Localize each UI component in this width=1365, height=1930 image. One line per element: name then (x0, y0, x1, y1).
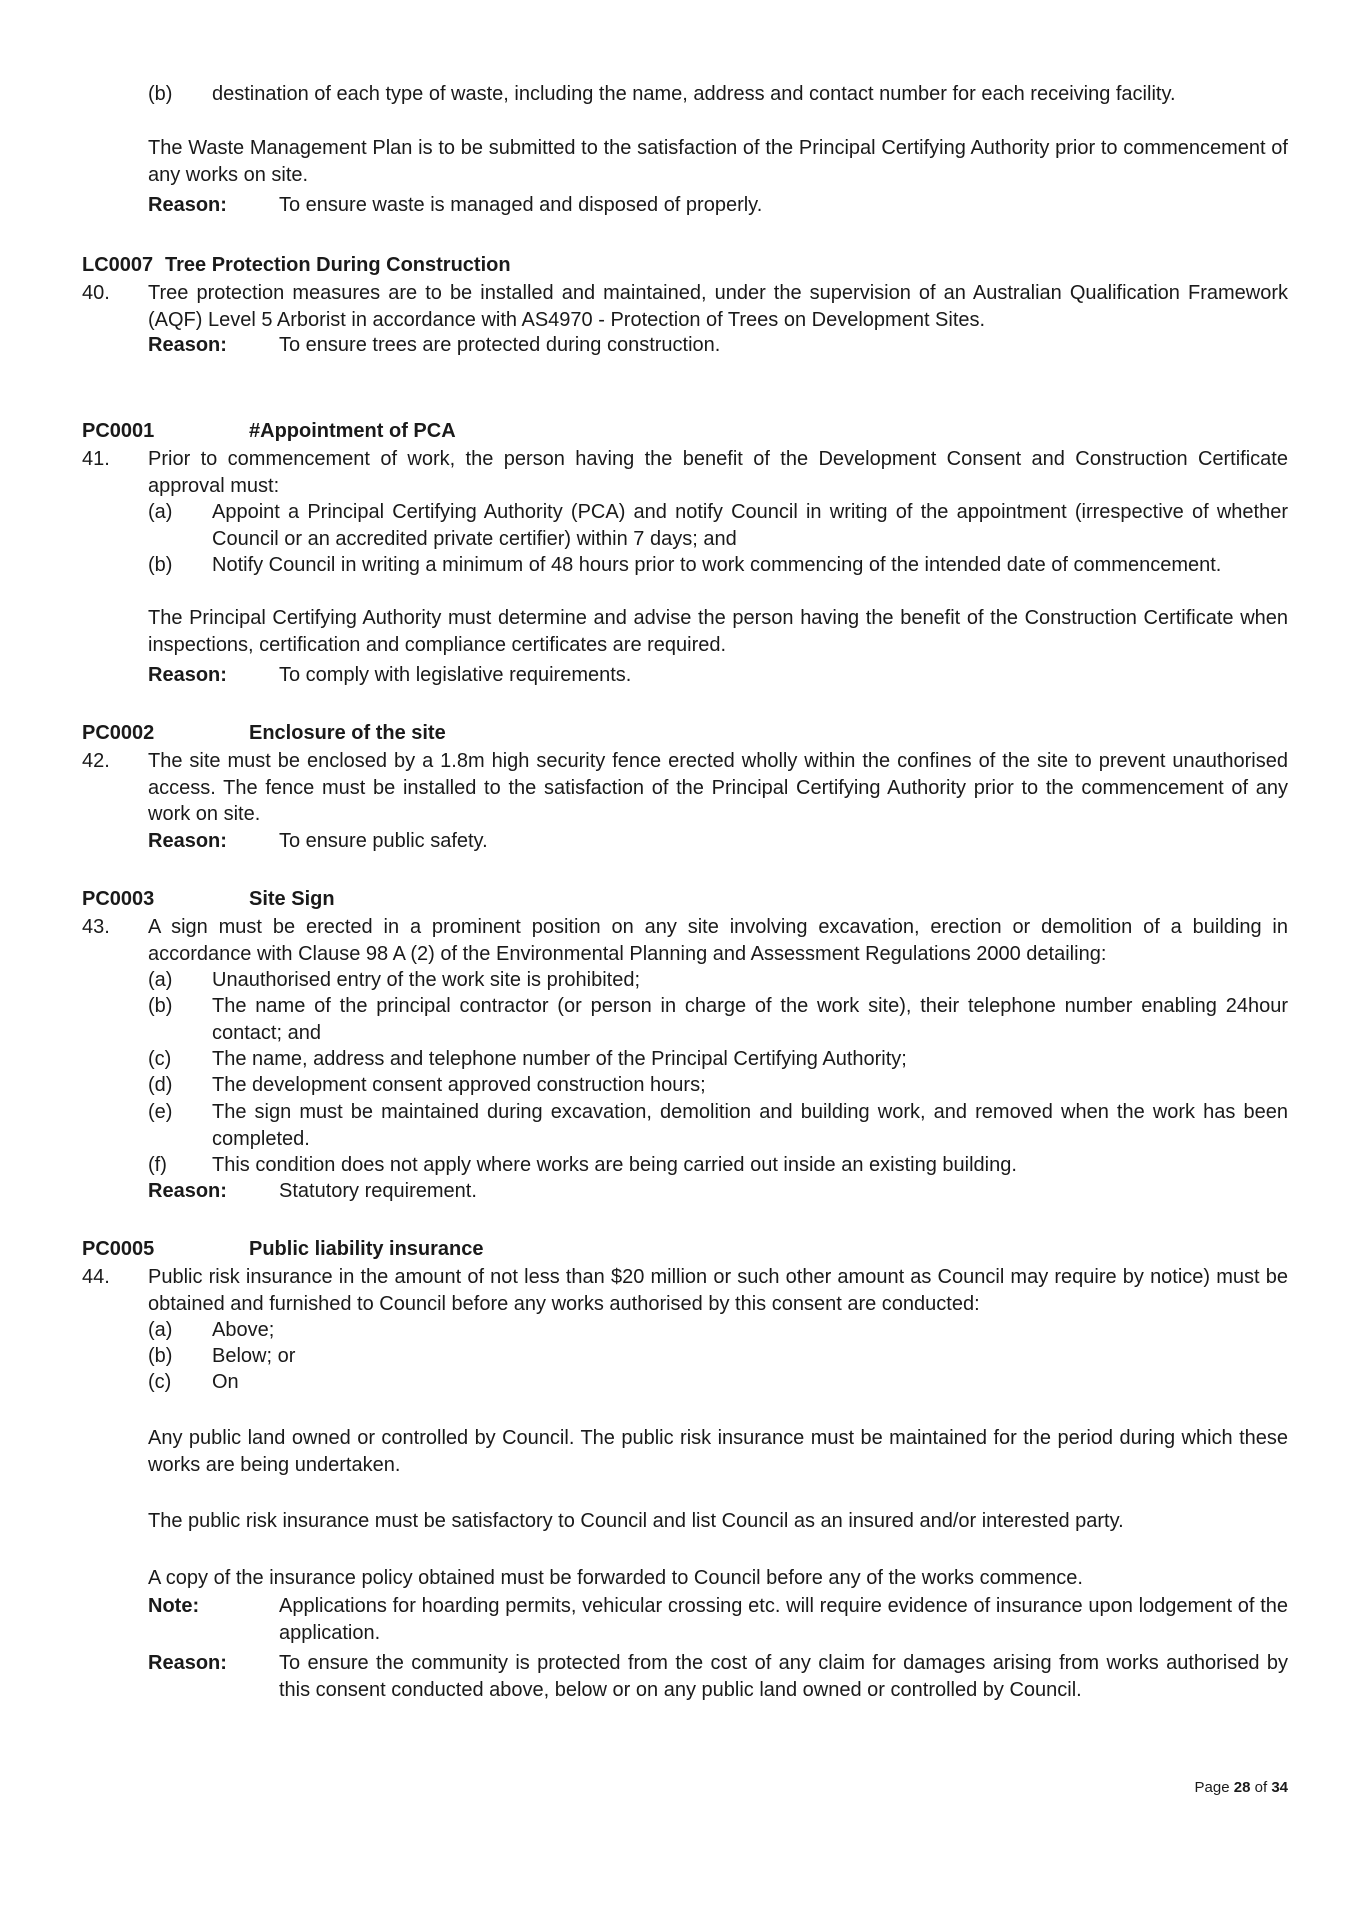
condition-code: PC0001 (82, 420, 155, 442)
note-text: Applications for hoarding permits, vehicular crossing etc. will require evidence of insurance upon lodgement of the application. (279, 1595, 1288, 1644)
condition-number: 44. (82, 1266, 110, 1288)
page-word: Page (1194, 1779, 1230, 1796)
list-item (148, 1317, 1288, 1344)
reason-line (148, 192, 1288, 219)
item-text: The development consent approved construction hours; (212, 1074, 706, 1096)
paragraph: Any public land owned or controlled by Council. The public risk insurance must be maintained for the period during which these works are being undertaken. (148, 1427, 1288, 1476)
item-text: Appoint a Principal Certifying Authority (PCA) and notify Council in writing of the appointment (irrespective of whether Council or an accredited private certifier) within 7 days; and (212, 501, 1288, 550)
condition-heading (82, 252, 511, 279)
paragraph: The Waste Management Plan is to be submitted to the satisfaction of the Principal Certifying Authority prior to commencement of any works on site. (148, 137, 1288, 186)
condition-number: 43. (82, 916, 110, 938)
item-label: (f) (148, 1154, 167, 1176)
condition-code: PC0003 (82, 888, 155, 910)
list-item (148, 967, 1288, 994)
item-label: (b) (148, 995, 173, 1017)
reason-label: Reason: (148, 830, 227, 852)
item-label: (b) (148, 554, 173, 576)
reason-label: Reason: (148, 334, 227, 356)
page-of: of (1254, 1779, 1268, 1796)
reason-text: To comply with legislative requirements. (279, 664, 632, 686)
page-total: 34 (1271, 1779, 1288, 1796)
item-text: The name of the principal contractor (or person in charge of the work site), their telephone number enabling 24hour contact; and (212, 995, 1288, 1044)
item-text: destination of each type of waste, including the name, address and contact number for each receiving facility. (212, 83, 1176, 105)
condition-number: 41. (82, 448, 110, 470)
reason-text: To ensure waste is managed and disposed of properly. (279, 194, 763, 216)
reason-label: Reason: (148, 1652, 227, 1674)
note-line (148, 1593, 1288, 1646)
list-item (148, 1152, 1288, 1179)
reason-line (148, 1178, 1288, 1205)
list-item (148, 993, 1288, 1046)
item-text: The sign must be maintained during excavation, demolition and building work, and removed when the work has been completed. (212, 1101, 1288, 1150)
condition-code: PC0005 (82, 1238, 155, 1260)
item-label: (a) (148, 501, 173, 523)
list-item (148, 552, 1288, 579)
list-item (148, 1072, 1288, 1099)
condition-text: The site must be enclosed by a 1.8m high security fence erected wholly within the confines of the site to prevent unauthorised access. The fence must be installed to the satisfaction of the Principal Certifying Authority prior to the commencement of any work on site. (148, 750, 1288, 825)
item-text: The name, address and telephone number of the Principal Certifying Authority; (212, 1048, 907, 1070)
list-item (148, 499, 1288, 552)
item-text: Above; (212, 1319, 275, 1341)
condition-title: Site Sign (249, 888, 335, 910)
condition-text: Tree protection measures are to be installed and maintained, under the supervision of an Australian Qualification Framework (AQF) Level 5 Arborist in accordance with AS4970 - Protection of Trees on Development Sites. (148, 282, 1288, 331)
condition-title: Tree Protection During Construction (165, 254, 511, 276)
reason-text: To ensure trees are protected during construction. (279, 334, 721, 356)
list-item (148, 1099, 1288, 1152)
reason-line (148, 1650, 1288, 1703)
reason-label: Reason: (148, 1180, 227, 1202)
item-label: (b) (148, 1345, 173, 1367)
list-item (148, 1046, 1288, 1073)
condition-title: Enclosure of the site (249, 722, 446, 744)
reason-line (148, 828, 1288, 855)
reason-text: To ensure the community is protected from the cost of any claim for damages arising from works authorised by this consent conducted above, below or on any public land owned or controlled by Council. (279, 1652, 1288, 1701)
condition-number: 42. (82, 750, 110, 772)
condition-code: PC0002 (82, 722, 155, 744)
paragraph: The public risk insurance must be satisfactory to Council and list Council as an insured and/or interested party. (148, 1510, 1124, 1532)
condition-heading (82, 886, 335, 913)
reason-text: Statutory requirement. (279, 1180, 477, 1202)
item-label: (c) (148, 1048, 172, 1070)
list-item (148, 81, 1288, 108)
item-label: (a) (148, 969, 173, 991)
item-label: (d) (148, 1074, 173, 1096)
reason-label: Reason: (148, 194, 227, 216)
item-text: This condition does not apply where works are being carried out inside an existing building. (212, 1154, 1017, 1176)
condition-text: Public risk insurance in the amount of not less than $20 million or such other amount as Council may require by notice) must be obtained and furnished to Council before any works authorised by this consent are conducted: (148, 1266, 1288, 1315)
condition-number: 40. (82, 282, 110, 304)
note-label: Note: (148, 1595, 200, 1617)
reason-line (148, 662, 1288, 689)
item-label: (b) (148, 83, 173, 105)
item-text: Notify Council in writing a minimum of 48 hours prior to work commencing of the intended date of commencement. (212, 554, 1222, 576)
item-text: Below; or (212, 1345, 296, 1367)
list-item (148, 1343, 1288, 1370)
item-label: (e) (148, 1101, 173, 1123)
condition-text: A sign must be erected in a prominent position on any site involving excavation, erection or demolition of a building in accordance with Clause 98 A (2) of the Environmental Planning and Assessment Regulations 2000 detailing: (148, 916, 1288, 965)
item-label: (c) (148, 1371, 172, 1393)
list-item (148, 1369, 1288, 1396)
item-text: On (212, 1371, 239, 1393)
condition-text: Prior to commencement of work, the person having the benefit of the Development Consent and Construction Certificate approval must: (148, 448, 1288, 497)
reason-label: Reason: (148, 664, 227, 686)
condition-heading (82, 418, 456, 445)
paragraph: A copy of the insurance policy obtained must be forwarded to Council before any of the works commence. (148, 1567, 1083, 1589)
condition-heading (82, 1236, 484, 1263)
page-current: 28 (1233, 1779, 1251, 1796)
paragraph: The Principal Certifying Authority must determine and advise the person having the benefit of the Construction Certificate when inspections, certification and compliance certificates are required. (148, 607, 1288, 656)
condition-heading (82, 720, 446, 747)
item-text: Unauthorised entry of the work site is prohibited; (212, 969, 640, 991)
item-label: (a) (148, 1319, 173, 1341)
condition-code: LC0007 (82, 254, 154, 276)
page-number (1080, 1779, 1288, 1797)
condition-title: Public liability insurance (249, 1238, 484, 1260)
reason-line (148, 332, 1288, 359)
reason-text: To ensure public safety. (279, 830, 488, 852)
condition-title: #Appointment of PCA (249, 420, 456, 442)
